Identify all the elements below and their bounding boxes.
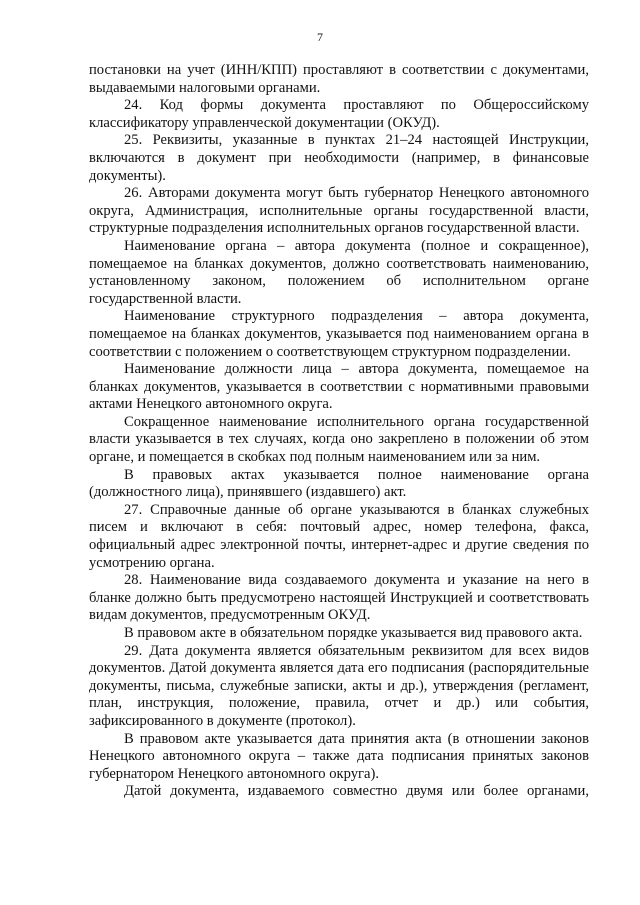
paragraph: 28. Наименование вида создаваемого документа и указание на него в бланке должно быть предусмотрено настоящей Инструкцией и соответствовать видам документов, предусмотренным ОКУД.	[89, 572, 589, 624]
paragraph: В правовых актах указывается полное наименование органа (должностного лица), принявшего (издавшего) акт.	[89, 466, 589, 501]
paragraph: В правовом акте в обязательном порядке указывается вид правового акта.	[124, 625, 583, 641]
paragraph: Сокращенное наименование исполнительного органа государственной власти указывается в тех случаях, когда оно закреплено в положении об этом органе, и помещается в скобках под полным наименованием или за ним.	[89, 413, 589, 466]
paragraph: 24. Код формы документа проставляют по Общероссийскому классификатору управленческой документации (ОКУД).	[89, 97, 589, 131]
paragraph: 29. Дата документа является обязательным реквизитом для всех видов документов. Датой документа является дата его подписания (распорядительные документы, письма, служебные записки, акты и др.), утверждения (регламент, план, инструкция, положение, правила, отчет и др.) или события, зафиксированного в документе (протокол).	[89, 642, 589, 729]
paragraph: 25. Реквизиты, указанные в пунктах 21–24 настоящей Инструкции, включаются в документ при необходимости (например, в финансовые документы).	[89, 132, 589, 184]
paragraph: Датой документа, издаваемого совместно двумя или более органами,	[124, 783, 589, 800]
paragraph: 26. Авторами документа могут быть губернатор Ненецкого автономного округа, Администрация, исполнительные органы государственной власти, структурные подразделения исполнительных органов государственной власти.	[89, 185, 589, 237]
document-body	[89, 62, 589, 801]
paragraph: Наименование структурного подразделения – автора документа, помещаемое на бланках документов, указывается под наименованием органа в соответствии с положением о соответствующем структурном подразделении.	[89, 308, 589, 360]
paragraph: В правовом акте указывается дата принятия акта (в отношении законов Ненецкого автономного округа – также дата подписания принятых законов губернатором Ненецкого автономного округа).	[89, 730, 589, 782]
paragraph: постановки на учет (ИНН/КПП) проставляют в соответствии с документами, выдаваемыми налоговыми органами.	[89, 62, 589, 96]
paragraph: Наименование должности лица – автора документа, помещаемое на бланках документов, указывается в соответствии с нормативными правовыми актами Ненецкого автономного округа.	[89, 361, 589, 413]
paragraph: Наименование органа – автора документа (полное и сокращенное), помещаемое на бланках документов, должно соответствовать наименованию, установленному законом, положением об исполнительном органе государственной власти.	[89, 237, 589, 307]
paragraph: 27. Справочные данные об органе указываются в бланках служебных писем и включают в себя: почтовый адрес, номер телефона, факса, официальный адрес электронной почты, интернет-адрес и другие сведения по усмотрению органа.	[89, 501, 589, 571]
page-number: 7	[317, 30, 323, 44]
